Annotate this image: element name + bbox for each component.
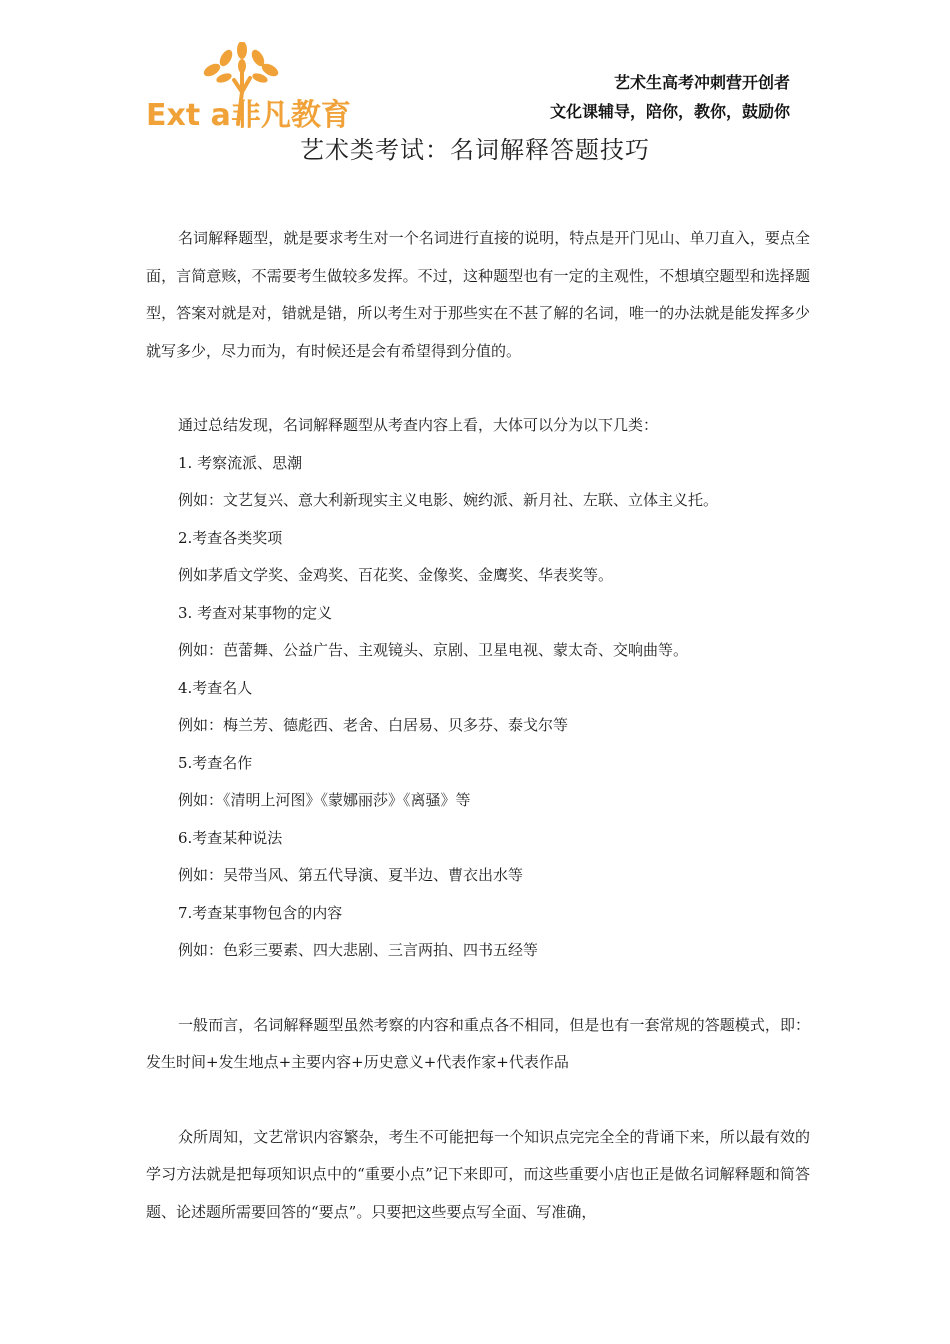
category-heading: 2.考查各类奖项 — [178, 528, 283, 547]
category-heading: 4.考查名人 — [178, 678, 253, 697]
logo-text: Ext a非凡教育 — [146, 98, 351, 133]
document-title: 艺术类考试：名词解释答题技巧 — [300, 136, 650, 164]
category-heading: 7.考查某事物包含的内容 — [178, 903, 343, 922]
category-example: 例如：色彩三要素、四大悲剧、三言两拍、四书五经等 — [178, 941, 539, 959]
category-heading: 6.考查某种说法 — [178, 828, 283, 847]
paragraph-study-method: 众所周知，文艺常识内容繁杂，考生不可能把每一个知识点完完全全的背诵下来，所以最有效的学习方法就是把每项知识点中的“重要小点”记下来即可，而这些重要小店也正是做名词解释题和简答题、论述题所需要回答的“要点”。只要把这些要点写全面、写准确， — [146, 1127, 810, 1221]
document-body — [146, 220, 810, 1231]
page-header — [0, 0, 950, 133]
category-heading: 1. 考察流派、思潮 — [178, 453, 303, 472]
category-example: 例如：吴带当风、第五代导演、夏半边、曹衣出水等 — [178, 866, 524, 884]
paragraph-summary: 通过总结发现，名词解释题型从考查内容上看，大体可以分为以下几类： — [178, 416, 659, 434]
paragraph-intro: 名词解释题型，就是要求考生对一个名词进行直接的说明，特点是开门见山、单刀直入，要点全面，言简意赅，不需要考生做较多发挥。不过，这种题型也有一定的主观性，不想填空题型和选择题型，答案对就是对，错就是错，所以考生对于那些实在不甚了解的名词，唯一的办法就是能发挥多少就写多少，尽力而为，有时候还是会有希望得到分值的。 — [146, 229, 810, 360]
category-example: 例如：文艺复兴、意大利新现实主义电影、婉约派、新月社、左联、立体主义托。 — [178, 491, 719, 509]
category-example: 例如茅盾文学奖、金鸡奖、百花奖、金像奖、金鹰奖、华表奖等。 — [178, 566, 614, 584]
category-example: 例如：梅兰芳、德彪西、老舍、白居易、贝多芬、泰戈尔等 — [178, 716, 569, 734]
category-heading: 3. 考查对某事物的定义 — [178, 603, 333, 622]
category-heading: 5.考查名作 — [178, 753, 253, 772]
paragraph-answer-pattern: 一般而言，名词解释题型虽然考察的内容和重点各不相同，但是也有一套常规的答题模式，即：发生时间+发生地点+主要内容+历史意义+代表作家+代表作品 — [146, 1015, 810, 1071]
tagline-secondary: 文化课辅导，陪你，教你，鼓励你 — [549, 102, 790, 121]
brand-logo — [146, 42, 386, 133]
category-example: 例如：《清明上河图》《蒙娜丽莎》《离骚》等 — [178, 791, 471, 809]
tagline-primary: 艺术生高考冲刺营开创者 — [613, 73, 790, 92]
category-example: 例如：芭蕾舞、公益广告、主观镜头、京剧、卫星电视、蒙太奇、交响曲等。 — [178, 641, 689, 659]
